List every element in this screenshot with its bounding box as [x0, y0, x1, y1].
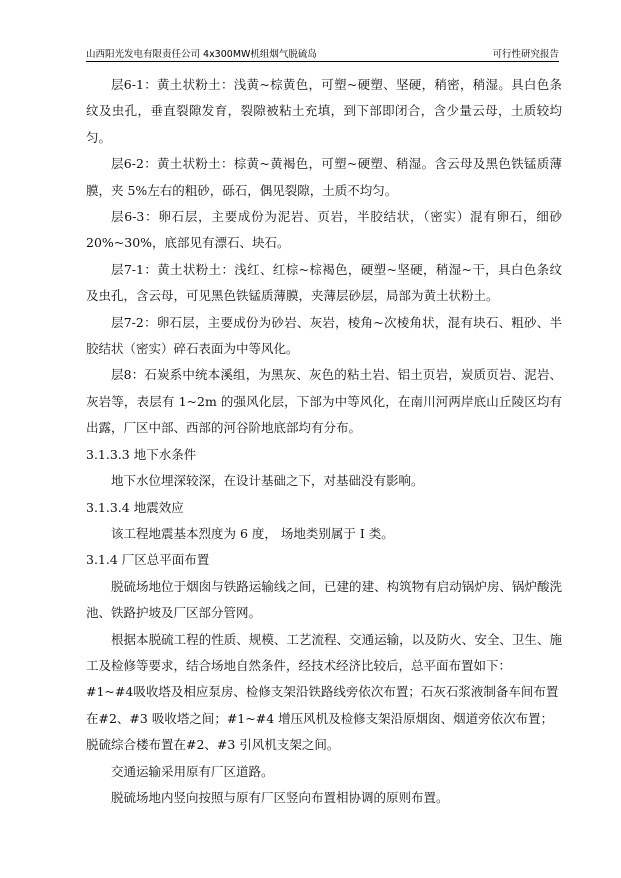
- paragraph-layer-6-1: 层6-1：黄土状粉土：浅黄~棕黄色，可塑~硬塑、坚硬，稍密，稍湿。具白色条纹及虫孔，垂直裂隙发育，裂隙被粘土充填，到下部即闭合，含少量云母，土质较均匀。: [86, 77, 562, 145]
- paragraph-layer-8: 层8：石炭系中统本溪组，为黑灰、灰色的粘土岩、铝土页岩，炭质页岩、泥岩、灰岩等，表层有 1~2m 的强风化层，下部为中等风化，在南川河两岸底山丘陵区均有出露，厂区中部、西部的河谷阶地底部均有分布。: [86, 367, 562, 436]
- paragraph-layer-6-3: 层6-3：卵石层，主要成份为泥岩、页岩，半胶结状，（密实）混有卵石，细砂20%~30%，底部见有漂石、块石。: [86, 209, 562, 251]
- paragraph-layer-6-2: 层6-2：黄土状粉土：棕黄~黄褐色，可塑~硬塑、稍湿。含云母及黑色铁锰质薄膜，夹 5%左右的粗砂，砾石，偶见裂隙，土质不均匀。: [86, 156, 562, 198]
- header-report-type: 可行性研究报告: [492, 49, 559, 60]
- header-company-project: 山西阳光发电有限责任公司 4x300MW机组烟气脱硫岛: [86, 49, 317, 60]
- header-divider: [86, 61, 559, 62]
- heading-site-layout: 3.1.4 厂区总平面布置: [86, 552, 210, 568]
- heading-groundwater: 3.1.3.3 地下水条件: [86, 446, 197, 462]
- page-header: [86, 43, 559, 60]
- paragraph-layer-7-2: 层7-2：卵石层，主要成份为砂岩、灰岩，棱角~次棱角状，混有块石、粗砂、半胶结状（密实）碎石表面为中等风化。: [86, 314, 562, 357]
- heading-seismic: 3.1.3.4 地震效应: [86, 499, 184, 515]
- paragraph-layout-details: #1~#4吸收塔及相应泵房、检修支架沿铁路线旁依次布置；石灰石浆液制备车间布置在#2、#3 吸收塔之间；#1~#4 增压风机及检修支架沿原烟囱、烟道旁依次布置；脱硫综合楼布置在#2、#3 引风机支架之间。: [86, 684, 559, 753]
- paragraph-groundwater: 地下水位埋深较深，在设计基础之下，对基础没有影响。: [111, 473, 424, 489]
- paragraph-transport: 交通运输采用原有厂区道路。: [111, 763, 274, 779]
- paragraph-site-location: 脱硫场地位于烟囱与铁路运输线之间，已建的建、构筑物有启动锅炉房、锅炉酸洗池、铁路护坡及厂区部分管网。: [86, 578, 562, 621]
- paragraph-layout-basis: 根据本脱硫工程的性质、规模、工艺流程、交通运输，以及防火、安全、卫生、施工及检修等要求，结合场地自然条件，经技术经济比较后，总平面布置如下：: [86, 631, 562, 673]
- paragraph-vertical-layout: 脱硫场地内竖向按照与原有厂区竖向布置相协调的原则布置。: [111, 789, 449, 805]
- paragraph-layer-7-1: 层7-1：黄土状粉土：浅红、红棕~棕褐色，硬塑~坚硬，稍湿~干，具白色条纹及虫孔，含云母，可见黑色铁锰质薄膜，夹薄层砂层，局部为黄土状粉土。: [86, 261, 562, 304]
- paragraph-seismic: 该工程地震基本烈度为 6 度， 场地类别属于 I 类。: [111, 525, 394, 541]
- document-body: [86, 72, 562, 811]
